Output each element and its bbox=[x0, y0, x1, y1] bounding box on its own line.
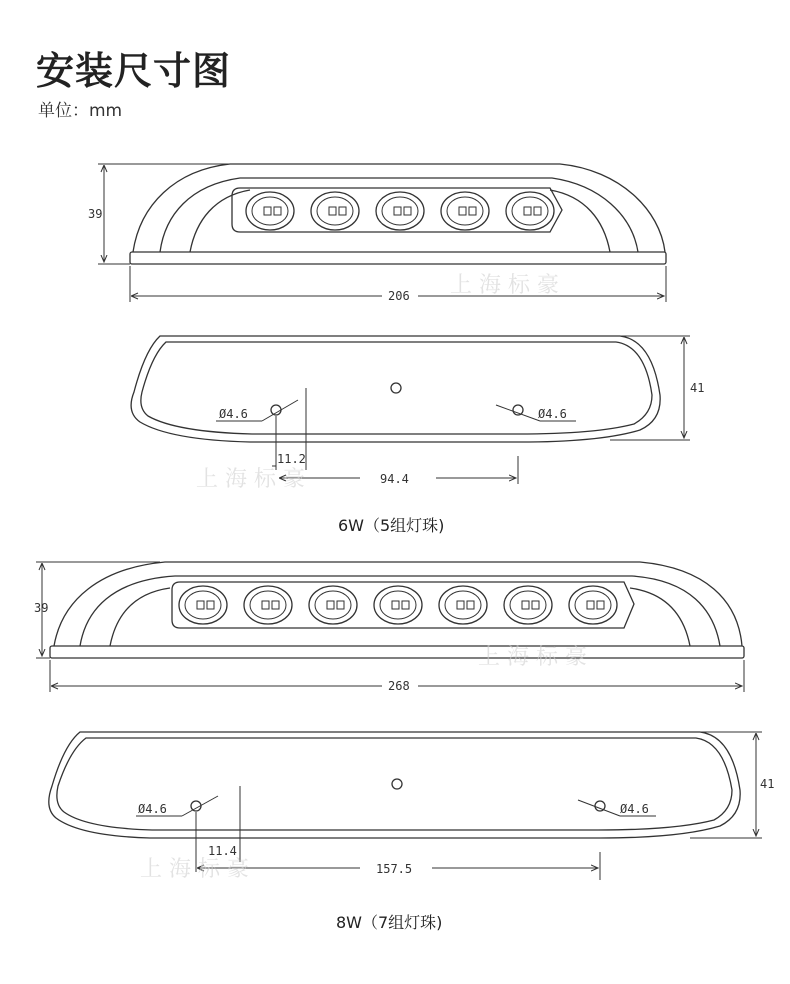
model-8w-spacing-label: 157.5 bbox=[376, 862, 413, 876]
model-8w-led-row bbox=[179, 586, 617, 624]
model-6w-led-2 bbox=[311, 192, 359, 230]
watermark-4: 上 海 标 豪 bbox=[140, 857, 249, 882]
model-8w-led-4 bbox=[374, 586, 422, 624]
model-6w-led-3 bbox=[376, 192, 424, 230]
model-6w-depth-label: 41 bbox=[690, 381, 705, 395]
model-8w-top-view bbox=[49, 732, 740, 838]
model-8w-led-1 bbox=[179, 586, 227, 624]
model-6w-front-view bbox=[130, 164, 666, 264]
model-6w-hole-right-label: Ø4.6 bbox=[538, 407, 567, 421]
watermark-1: 上 海 标 豪 bbox=[450, 273, 559, 298]
model-8w-length-label: 268 bbox=[388, 679, 410, 693]
model-6w-led-row bbox=[246, 192, 554, 230]
model-8w-depth-label: 41 bbox=[760, 777, 775, 791]
model-8w-hole-right-label: Ø4.6 bbox=[620, 802, 649, 816]
model-8w-led-7 bbox=[569, 586, 617, 624]
model-8w-led-5 bbox=[439, 586, 487, 624]
page-title: 安装尺寸图 bbox=[36, 49, 232, 93]
model-6w-led-1 bbox=[246, 192, 294, 230]
model-6w-offset-label: 11.2 bbox=[277, 452, 306, 466]
model-8w-hole-left-label: Ø4.6 bbox=[138, 802, 167, 816]
model-6w-height-label: 39 bbox=[88, 207, 103, 221]
model-6w-led-4 bbox=[441, 192, 489, 230]
model-6w-spacing-label: 94.4 bbox=[380, 472, 409, 486]
model-6w-length-label: 206 bbox=[388, 289, 410, 303]
model-8w-led-6 bbox=[504, 586, 552, 624]
model-6w-hole-left-label: Ø4.6 bbox=[219, 407, 248, 421]
watermark-3: 上 海 标 豪 bbox=[478, 645, 587, 670]
watermark-2: 上 海 标 豪 bbox=[196, 467, 305, 492]
unit-label: 单位：mm bbox=[38, 101, 123, 121]
model-8w-front-view bbox=[50, 562, 744, 658]
model-6w-top-view bbox=[131, 336, 660, 442]
model-6w-caption: 6W（5组灯珠) bbox=[338, 516, 445, 535]
model-8w-offset-label: 11.4 bbox=[208, 844, 237, 858]
model-6w-front-dimensions bbox=[98, 164, 666, 302]
model-8w-caption: 8W（7组灯珠) bbox=[336, 913, 443, 932]
model-8w-led-2 bbox=[244, 586, 292, 624]
model-6w-led-5 bbox=[506, 192, 554, 230]
model-8w-height-label: 39 bbox=[34, 601, 49, 615]
model-8w-led-3 bbox=[309, 586, 357, 624]
